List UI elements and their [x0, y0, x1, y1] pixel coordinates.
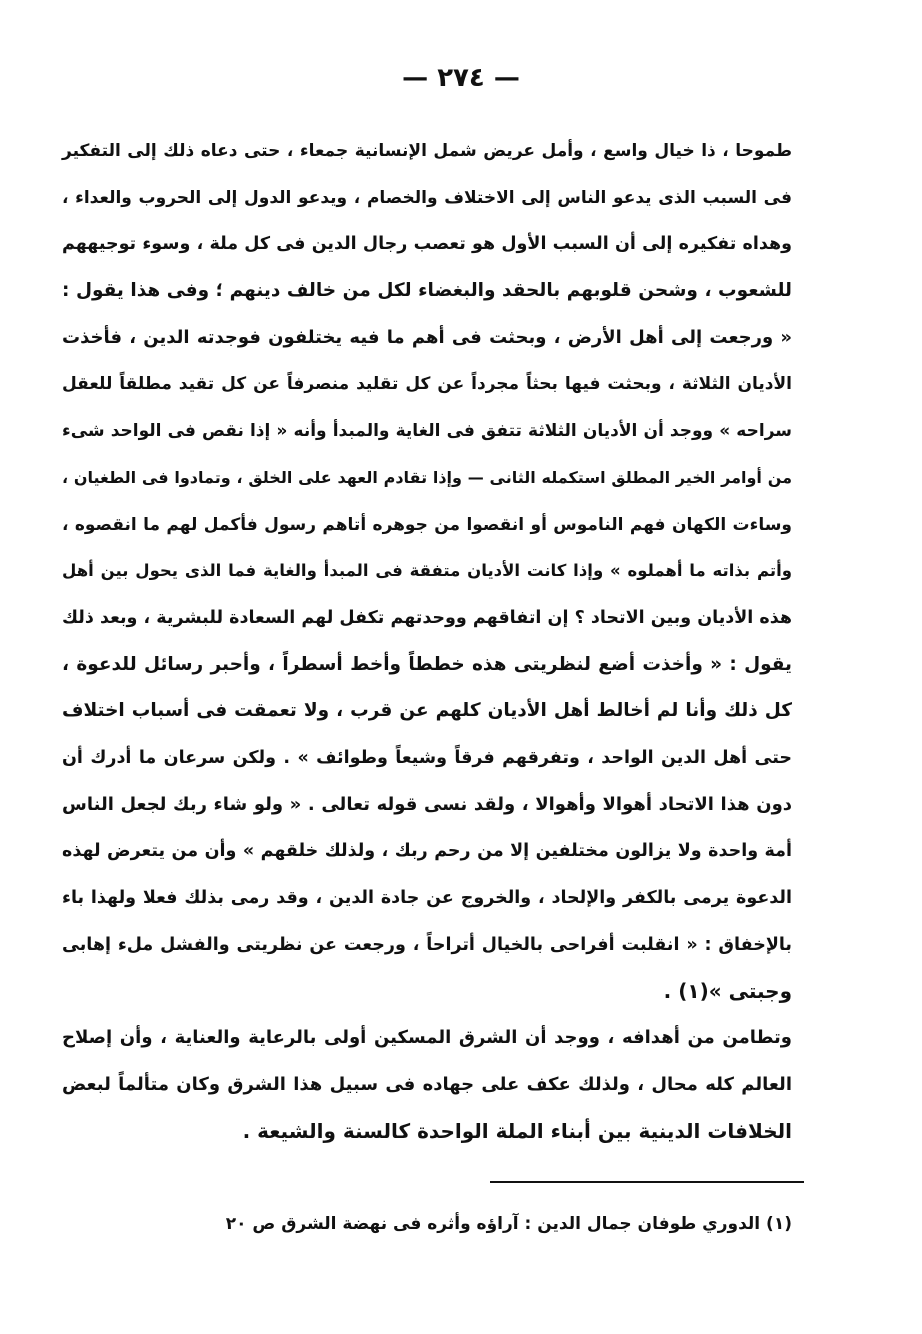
text-line: وساءت الكهان فهم الناموس أو انقصوا من جوهره أتاهم رسول فأكمل لهم ما انقصوه ، — [62, 514, 792, 535]
text-line: وأتم بذاته ما أهملوه » وإذا كانت الأديان متفقة فى المبدأ والغاية فما الذى يحول بين أهل — [62, 561, 792, 581]
text-line: الخلافات الدينية بين أبناء الملة الواحدة كالسنة والشيعة . — [242, 1119, 792, 1144]
text-line: يقول : « وأخذت أضع لنظريتى هذه خططاً وأخط أسطراً ، وأحبر رسائل للدعوة ، — [62, 653, 792, 675]
text-line: طموحا ، ذا خيال واسع ، وأمل عريض شمل الإنسانية جمعاء ، حتى دعاه ذلك إلى التفكير — [62, 141, 792, 161]
text-line: من أوامر الخير المطلق استكمله الثانى — وإذا تقادم العهد على الخلق ، وتمادوا فى الطغيان ، — [62, 467, 792, 487]
footnote-divider — [490, 1181, 804, 1183]
text-line: كل ذلك وأنا لم أخالط أهل الأديان كلهم عن قرب ، ولا تعمقت فى أسباب اختلاف — [62, 700, 792, 722]
text-line: « ورجعت إلى أهل الأرض ، وبحثت فى أهم ما فيه يختلفون فوجدته الدين ، فأخذت — [62, 326, 792, 348]
text-line: هذه الأديان وبين الاتحاد ؟ إن اتفاقهم ووحدتهم تكفل لهم السعادة للبشرية ، وبعد ذلك — [62, 607, 792, 628]
text-line: الدعوة يرمى بالكفر والإلحاد ، والخروج عن جادة الدين ، وقد رمى بذلك فعلا ولهذا باء — [62, 888, 792, 908]
page-number: — ٢٧٤ — — [402, 63, 520, 93]
text-line: حتى أهل الدين الواحد ، وتفرقهم فرقاً وشيعاً وطوائف » . ولكن سرعان ما أدرك أن — [62, 747, 792, 768]
text-line: دون هذا الاتحاد أهوالا وأهوالا ، ولقد نسى قوله تعالى . « ولو شاء ربك لجعل الناس — [62, 793, 792, 815]
text-line: العالم كله محال ، ولذلك عكف على جهاده فى سبيل هذا الشرق وكان متألماً لبعض — [62, 1073, 792, 1095]
text-line: وهداه تفكيره إلى أن السبب الأول هو تعصب رجال الدين فى كل ملة ، وسوء توجيههم — [62, 234, 792, 255]
text-line: وتطامن من أهدافه ، ووجد أن الشرق المسكين أولى بالرعاية والعناية ، وأن إصلاح — [62, 1027, 792, 1049]
text-line: فى السبب الذى يدعو الناس إلى الاختلاف والخصام ، ويدعو الدول إلى الحروب والعداء ، — [62, 187, 792, 208]
text-line: بالإخفاق : « انقلبت أفراحى بالخيال أتراحاً ، ورجعت عن نظريتى والفشل ملء إهابى — [62, 934, 792, 955]
text-line: أمة واحدة ولا يزالون مختلفين إلا من رحم ربك ، ولذلك خلقهم » وأن من يتعرض لهذه — [62, 841, 792, 862]
body-text — [62, 128, 792, 1155]
footnote: (١) الدوري طوفان جمال الدين : آراؤه وأثره فى نهضة الشرق ص ٢٠ — [225, 1214, 792, 1234]
text-line: الأديان الثلاثة ، وبحثت فيها بحثاً مجرداً عن كل تقليد منصرفاً عن كل تقيد مطلقاً للعقل — [62, 374, 792, 395]
text-line: وجبتى »(١) . — [663, 979, 792, 1004]
text-line: سراحه » ووجد أن الأديان الثلاثة تتفق فى الغاية والمبدأ وأنه « إذا نقص فى الواحد شىء — [62, 421, 792, 442]
text-line: للشعوب ، وشحن قلوبهم بالحقد والبغضاء لكل من خالف دينهم ؛ وفى هذا يقول : — [62, 280, 792, 302]
